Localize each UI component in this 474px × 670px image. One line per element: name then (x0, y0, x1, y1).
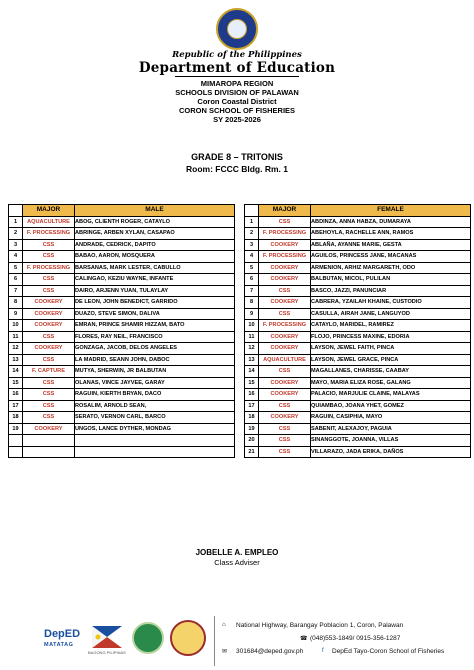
student-name: ABLAÑA, AYANNE MARIE, GESTA (311, 239, 471, 251)
row-number: 2 (245, 228, 259, 240)
table-row (9, 216, 235, 228)
student-name: AGUILOS, PRINCESS JANE, MACANAS (311, 251, 471, 263)
row-number: 10 (245, 320, 259, 332)
major-cell: AQUACULTURE (259, 354, 311, 366)
major-cell: CSS (23, 251, 75, 263)
row-number: 7 (245, 285, 259, 297)
table-row (245, 228, 471, 240)
deped-seal-logo (216, 8, 258, 50)
room-label: Room: FCCC Bldg. Rm. 1 (186, 164, 288, 174)
student-name: CALINGAO, KEZIU WAYNE, INFANTE (75, 274, 235, 286)
major-cell: CSS (23, 285, 75, 297)
phone-text: (048)553-1849/ 0915-356-1287 (310, 635, 401, 642)
table-row (245, 239, 471, 251)
table-row (245, 412, 471, 424)
table-row (9, 262, 235, 274)
table-row (245, 297, 471, 309)
department-title: Department of Education (138, 60, 336, 76)
row-number: 17 (9, 400, 23, 412)
student-name: GONZAGA, JACOB, DELOS ANGELES (75, 343, 235, 355)
table-row (245, 423, 471, 435)
student-name: PALACIO, MARJULIE CLAINE, MALAYAS (311, 389, 471, 401)
student-name: ANDRADE, CEDRICK, DAPITO (75, 239, 235, 251)
student-name: MAYO, MARIA ELIZA ROSE, GALANG (311, 377, 471, 389)
email-text: 301684@deped.gov.ph (236, 648, 304, 655)
table-row (245, 274, 471, 286)
table-row (245, 354, 471, 366)
table-row (245, 446, 471, 458)
row-number: 13 (9, 354, 23, 366)
row-number: 12 (245, 343, 259, 355)
major-cell: COOKERY (259, 297, 311, 309)
major-cell: F. PROCESSING (259, 228, 311, 240)
student-name: ABEHOYLA, RACHELLE ANN, RAMOS (311, 228, 471, 240)
row-number: 14 (9, 366, 23, 378)
table-row (245, 216, 471, 228)
table-row (9, 412, 235, 424)
region-line: MIMAROPA REGION (200, 79, 274, 88)
table-row (245, 251, 471, 263)
row-number: 4 (9, 251, 23, 263)
major-cell: COOKERY (259, 262, 311, 274)
row-number: 11 (245, 331, 259, 343)
row-number: 4 (245, 251, 259, 263)
table-row (245, 308, 471, 320)
student-name: UNGOS, LANCE DYTHER, MONDAG (75, 423, 235, 435)
phone-icon: ☎ (300, 636, 308, 642)
major-header: MAJOR (259, 205, 311, 217)
row-number: 5 (245, 262, 259, 274)
adviser-name: JOBELLE A. EMPLEO (195, 548, 279, 557)
student-name: BALBUTAN, MICOL, PULILAN (311, 274, 471, 286)
major-cell: CSS (23, 354, 75, 366)
table-row (9, 354, 235, 366)
major-cell: COOKERY (259, 239, 311, 251)
major-cell (23, 435, 75, 447)
student-name (75, 446, 235, 458)
school-seal-logo (170, 620, 206, 656)
major-cell: CSS (23, 331, 75, 343)
row-number: 18 (9, 412, 23, 424)
major-cell: COOKERY (23, 343, 75, 355)
table-row (9, 446, 235, 458)
table-row (245, 435, 471, 447)
student-name: DUAZO, STEVE SIMON, DALIVA (75, 308, 235, 320)
major-cell: COOKERY (23, 320, 75, 332)
major-cell: CSS (259, 435, 311, 447)
table-row (9, 308, 235, 320)
major-cell: CSS (259, 285, 311, 297)
student-name: FLOJO, PRINCESS MAXINE, EDORIA (311, 331, 471, 343)
row-number: 3 (245, 239, 259, 251)
table-row (9, 343, 235, 355)
section-title: GRADE 8 – TRITONIS (191, 152, 283, 162)
female-roster-table (244, 204, 471, 458)
table-row (9, 366, 235, 378)
row-number: 6 (245, 274, 259, 286)
student-name: LAYSON, JEWEL GRACE, PINCA (311, 354, 471, 366)
major-cell: COOKERY (23, 423, 75, 435)
table-row (9, 423, 235, 435)
row-number: 8 (245, 297, 259, 309)
student-name: CASULLA, AIRAH JANE, LANGUYOD (311, 308, 471, 320)
row-number: 16 (9, 389, 23, 401)
student-name: DAIRO, ARJENN YUAN, TULAYLAY (75, 285, 235, 297)
row-number: 11 (9, 331, 23, 343)
adviser-role: Class Adviser (214, 558, 260, 567)
female-header: FEMALE (311, 205, 471, 217)
student-name: CATAYLO, MARIDEL, RAMIREZ (311, 320, 471, 332)
student-name: QUIAMBAO, JOANA YHET, GOMEZ (311, 400, 471, 412)
major-cell: CSS (23, 389, 75, 401)
row-number (9, 435, 23, 447)
student-name: ABRINGE, ARBEN XYLAN, CASAPAO (75, 228, 235, 240)
row-number: 19 (245, 423, 259, 435)
address-text: National Highway, Barangay Poblacion 1, Coron, Palawan (236, 622, 404, 629)
email-icon: ✉ (222, 649, 228, 655)
matatag-logo-text: MATATAG (44, 642, 74, 648)
row-number: 7 (9, 285, 23, 297)
student-name: CABRERA, YZAILAH KHAINE, CUSTODIO (311, 297, 471, 309)
facebook-icon: f (322, 648, 324, 654)
student-name: SINANGGOTE, JOANNA, VILLAS (311, 435, 471, 447)
student-name (75, 435, 235, 447)
footer-divider (214, 616, 215, 666)
row-number: 15 (9, 377, 23, 389)
row-number: 20 (245, 435, 259, 447)
major-cell: COOKERY (259, 331, 311, 343)
student-name: SABENIT, ALEXAJOY, PAGUIA (311, 423, 471, 435)
major-cell: COOKERY (23, 308, 75, 320)
facebook-text: DepEd Tayo-Coron School of Fisheries (332, 648, 445, 655)
student-name: ABOG, CLIENTH ROGER, CATAYLO (75, 216, 235, 228)
row-number: 13 (245, 354, 259, 366)
row-number: 12 (9, 343, 23, 355)
table-row (9, 251, 235, 263)
header-divider (175, 76, 299, 77)
table-row (245, 285, 471, 297)
table-row (9, 320, 235, 332)
table-row (245, 389, 471, 401)
number-header (9, 205, 23, 217)
table-row (245, 320, 471, 332)
bagong-pilipinas-text: BAGONG PILIPINAS (88, 650, 126, 655)
major-cell: CSS (259, 366, 311, 378)
row-number: 8 (9, 297, 23, 309)
major-cell: F. PROCESSING (23, 228, 75, 240)
major-cell: CSS (259, 446, 311, 458)
row-number: 17 (245, 400, 259, 412)
footer (0, 608, 474, 670)
table-row (245, 366, 471, 378)
major-header: MAJOR (23, 205, 75, 217)
table-row (9, 435, 235, 447)
student-name: ABDINZA, ANNA HABZA, DUMARAYA (311, 216, 471, 228)
republic-line: Republic of the Philippines (172, 50, 302, 60)
row-number: 16 (245, 389, 259, 401)
student-name: OLANAS, VINCE JAYVEE, GARAY (75, 377, 235, 389)
major-cell: CSS (259, 216, 311, 228)
table-row (245, 262, 471, 274)
table-row (245, 331, 471, 343)
major-cell: CSS (23, 400, 75, 412)
major-cell (23, 446, 75, 458)
major-cell: COOKERY (259, 343, 311, 355)
major-cell: CSS (259, 423, 311, 435)
student-name: SERATO, VERNON CARL, BARCO (75, 412, 235, 424)
student-name: ARMENION, ARHIZ MARGARETH, ODO (311, 262, 471, 274)
location-icon: ⌂ (222, 622, 226, 628)
student-name: MAGALLANES, CHARISSE, CAABAY (311, 366, 471, 378)
district-line: Coron Coastal District (197, 97, 277, 106)
major-cell: COOKERY (259, 389, 311, 401)
major-cell: AQUACULTURE (23, 216, 75, 228)
row-number: 3 (9, 239, 23, 251)
major-cell: CSS (259, 308, 311, 320)
row-number: 18 (245, 412, 259, 424)
number-header (245, 205, 259, 217)
student-name: VILLARAZO, JADA ERIKA, DAÑOS (311, 446, 471, 458)
major-cell: CSS (259, 400, 311, 412)
table-row (9, 331, 235, 343)
row-number: 21 (245, 446, 259, 458)
major-cell: F. CAPTURE (23, 366, 75, 378)
table-row (9, 239, 235, 251)
student-name: LA MADRID, SEANN JOHN, DABOC (75, 354, 235, 366)
student-name: LAYSON, JEWEL FAITH, PINCA (311, 343, 471, 355)
row-number: 9 (9, 308, 23, 320)
table-row (245, 377, 471, 389)
row-number: 15 (245, 377, 259, 389)
division-line: SCHOOLS DIVISION OF PALAWAN (175, 88, 299, 97)
row-number: 1 (245, 216, 259, 228)
major-cell: F. PROCESSING (259, 320, 311, 332)
bagong-pilipinas-logo (92, 626, 122, 648)
row-number: 10 (9, 320, 23, 332)
student-name: DE LEON, JOHN BENEDICT, GARRIDO (75, 297, 235, 309)
student-name: EMRAN, PRINCE SHAMIR HIZZAM, BATO (75, 320, 235, 332)
row-number: 19 (9, 423, 23, 435)
student-name: ROSALIM, ARNOLD SEAN, (75, 400, 235, 412)
deped-logo-text: DepED (44, 628, 81, 640)
student-name: RAGUIN, CASIPHIA, MAYO (311, 412, 471, 424)
row-number: 5 (9, 262, 23, 274)
major-cell: F. PROCESSING (23, 262, 75, 274)
table-row (245, 343, 471, 355)
major-cell: CSS (23, 377, 75, 389)
major-cell: F. PROCESSING (259, 251, 311, 263)
table-row (9, 297, 235, 309)
student-name: FLORES, RAY NEIL, FRANCISCO (75, 331, 235, 343)
student-name: BABAO, AARON, MOSQUERA (75, 251, 235, 263)
major-cell: CSS (23, 274, 75, 286)
major-cell: COOKERY (259, 274, 311, 286)
table-row (9, 274, 235, 286)
student-name: BARSANAS, MARK LESTER, CABULLO (75, 262, 235, 274)
table-row (245, 400, 471, 412)
school-year: SY 2025-2026 (213, 115, 261, 124)
major-cell: COOKERY (259, 412, 311, 424)
table-row (9, 228, 235, 240)
row-number: 14 (245, 366, 259, 378)
major-cell: CSS (23, 412, 75, 424)
major-cell: COOKERY (23, 297, 75, 309)
major-cell: COOKERY (259, 377, 311, 389)
male-header: MALE (75, 205, 235, 217)
student-name: MUTYA, SHERWIN, JR BALBUTAN (75, 366, 235, 378)
row-number: 6 (9, 274, 23, 286)
male-roster-table (8, 204, 235, 458)
row-number: 9 (245, 308, 259, 320)
school-name: CORON SCHOOL OF FISHERIES (178, 106, 296, 115)
table-row (9, 400, 235, 412)
student-name: RAGUIN, KIERTH BRYAN, DACO (75, 389, 235, 401)
table-row (9, 389, 235, 401)
division-seal-logo (132, 622, 164, 654)
table-row (9, 377, 235, 389)
student-name: BASCO, JAZZI, PANUNCIAR (311, 285, 471, 297)
major-cell: CSS (23, 239, 75, 251)
row-number: 2 (9, 228, 23, 240)
row-number (9, 446, 23, 458)
row-number: 1 (9, 216, 23, 228)
table-row (9, 285, 235, 297)
